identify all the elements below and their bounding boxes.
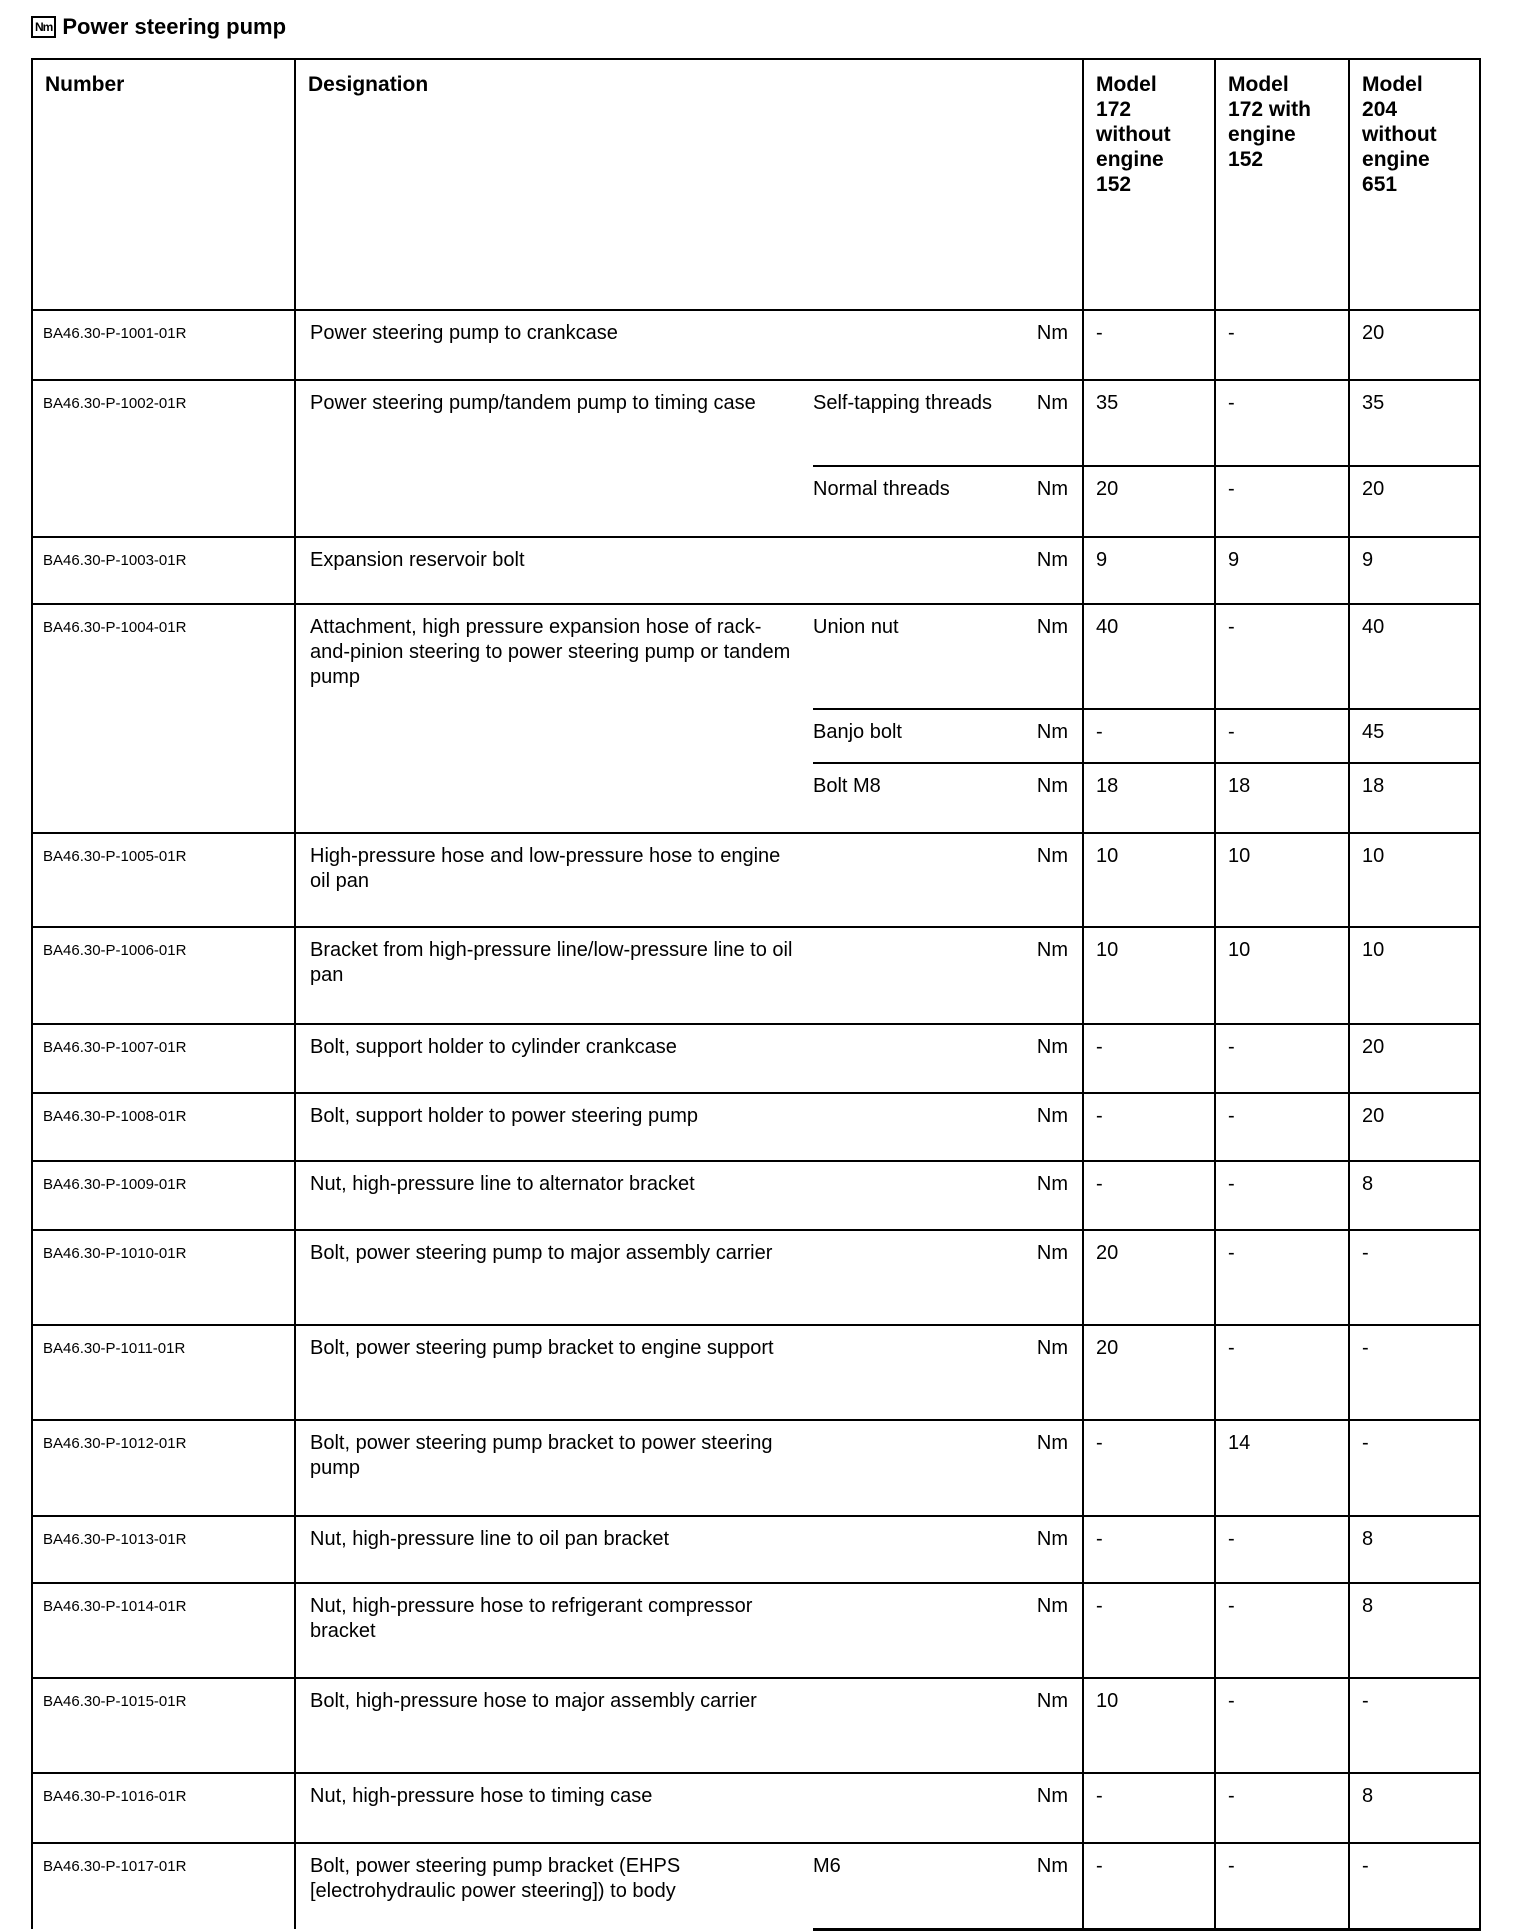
row-number: BA46.30-P-1003-01R — [32, 537, 295, 604]
row-value-model-3: 8 — [1349, 1161, 1480, 1230]
row-value-model-3: 20 — [1349, 310, 1480, 380]
table-row — [32, 1843, 1480, 1929]
row-value-model-1: 18 — [1083, 763, 1215, 833]
row-value-model-2: - — [1215, 1843, 1349, 1929]
row-condition: Bolt M8 — [813, 763, 1031, 833]
row-value-model-2: - — [1215, 1678, 1349, 1773]
section-title-text: Power steering pump — [62, 14, 287, 39]
table-row — [32, 1773, 1480, 1843]
row-number: BA46.30-P-1012-01R — [32, 1420, 295, 1516]
row-unit: Nm — [1031, 380, 1083, 466]
row-value-model-3: 35 — [1349, 380, 1480, 466]
header-model-1-line: 172 without — [1096, 98, 1171, 146]
row-number: BA46.30-P-1010-01R — [32, 1230, 295, 1325]
row-designation: Nut, high-pressure hose to refrigerant compressor bracket — [295, 1583, 813, 1678]
table-row — [32, 1516, 1480, 1583]
row-condition — [813, 1325, 1031, 1420]
row-unit: Nm — [1031, 1230, 1083, 1325]
row-value-model-2: - — [1215, 1093, 1349, 1161]
row-value-model-3: 10 — [1349, 927, 1480, 1024]
table-row — [32, 1420, 1480, 1516]
row-value-model-3: 8 — [1349, 1516, 1480, 1583]
row-value-model-1: - — [1083, 1773, 1215, 1843]
row-value-model-2: - — [1215, 1773, 1349, 1843]
header-model-2-line: 172 with — [1228, 98, 1311, 121]
row-unit: Nm — [1031, 466, 1083, 537]
table-row — [32, 1093, 1480, 1161]
row-value-model-1: - — [1083, 1161, 1215, 1230]
row-designation: Attachment, high pressure expansion hose of rack-and-pinion steering to power steering pump or tandem pump — [295, 604, 813, 833]
row-condition — [813, 1583, 1031, 1678]
row-unit: Nm — [1031, 927, 1083, 1024]
header-model-2-line: Model — [1228, 73, 1289, 96]
row-number: BA46.30-P-1002-01R — [32, 380, 295, 537]
row-number: BA46.30-P-1013-01R — [32, 1516, 295, 1583]
row-condition — [813, 1093, 1031, 1161]
row-condition — [813, 1678, 1031, 1773]
row-value-model-2: - — [1215, 466, 1349, 537]
row-condition — [813, 1420, 1031, 1516]
table-row — [32, 310, 1480, 380]
row-condition — [813, 1773, 1031, 1843]
row-designation: High-pressure hose and low-pressure hose to engine oil pan — [295, 833, 813, 927]
row-value-model-2: - — [1215, 310, 1349, 380]
row-condition — [813, 1516, 1031, 1583]
row-value-model-1: - — [1083, 709, 1215, 763]
table-header-row — [32, 59, 1480, 310]
row-unit: Nm — [1031, 604, 1083, 709]
row-designation: Nut, high-pressure line to alternator bracket — [295, 1161, 813, 1230]
row-condition — [813, 1230, 1031, 1325]
row-unit: Nm — [1031, 1420, 1083, 1516]
table-row — [32, 1024, 1480, 1093]
row-value-model-3: 9 — [1349, 537, 1480, 604]
table-row — [32, 604, 1480, 709]
torque-nm-icon: Nm — [31, 16, 56, 38]
row-value-model-3: 20 — [1349, 466, 1480, 537]
table-row — [32, 1583, 1480, 1678]
row-condition — [813, 310, 1031, 380]
row-value-model-3: 8 — [1349, 1773, 1480, 1843]
row-value-model-3: 20 — [1349, 1093, 1480, 1161]
row-designation: Nut, high-pressure line to oil pan bracket — [295, 1516, 813, 1583]
row-designation: Bracket from high-pressure line/low-pressure line to oil pan — [295, 927, 813, 1024]
row-designation: Nut, high-pressure hose to timing case — [295, 1773, 813, 1843]
row-condition — [813, 1024, 1031, 1093]
row-condition: Union nut — [813, 604, 1031, 709]
row-unit: Nm — [1031, 763, 1083, 833]
row-value-model-2: - — [1215, 1583, 1349, 1678]
row-value-model-2: 9 — [1215, 537, 1349, 604]
row-number: BA46.30-P-1004-01R — [32, 604, 295, 833]
row-unit: Nm — [1031, 709, 1083, 763]
row-condition: Normal threads — [813, 466, 1031, 537]
row-number: BA46.30-P-1005-01R — [32, 833, 295, 927]
table-row — [32, 537, 1480, 604]
row-condition — [813, 1161, 1031, 1230]
row-unit: Nm — [1031, 1093, 1083, 1161]
row-value-model-1: 10 — [1083, 1678, 1215, 1773]
row-designation: Bolt, support holder to power steering pump — [295, 1093, 813, 1161]
row-unit: Nm — [1031, 310, 1083, 380]
row-value-model-1: - — [1083, 1420, 1215, 1516]
row-value-model-2: - — [1215, 709, 1349, 763]
table-row — [32, 1325, 1480, 1420]
row-value-model-2: - — [1215, 1161, 1349, 1230]
header-model-3-line: Model — [1362, 73, 1423, 96]
row-designation: Bolt, power steering pump bracket to power steering pump — [295, 1420, 813, 1516]
row-number: BA46.30-P-1007-01R — [32, 1024, 295, 1093]
row-value-model-1: 20 — [1083, 1230, 1215, 1325]
row-value-model-2: - — [1215, 1325, 1349, 1420]
row-value-model-1: - — [1083, 1843, 1215, 1929]
row-value-model-3: - — [1349, 1230, 1480, 1325]
table-row — [32, 1161, 1480, 1230]
row-value-model-2: - — [1215, 1024, 1349, 1093]
row-value-model-2: - — [1215, 1230, 1349, 1325]
row-value-model-3: - — [1349, 1678, 1480, 1773]
row-number: BA46.30-P-1016-01R — [32, 1773, 295, 1843]
row-number: BA46.30-P-1015-01R — [32, 1678, 295, 1773]
row-value-model-3: - — [1349, 1843, 1480, 1929]
row-value-model-1: - — [1083, 1024, 1215, 1093]
row-number: BA46.30-P-1017-01R — [32, 1843, 295, 1929]
row-value-model-2: - — [1215, 604, 1349, 709]
row-value-model-2: 18 — [1215, 763, 1349, 833]
row-designation: Bolt, power steering pump to major assembly carrier — [295, 1230, 813, 1325]
row-value-model-1: - — [1083, 310, 1215, 380]
torque-table — [31, 58, 1481, 1931]
header-model-2-line: engine 152 — [1228, 123, 1296, 171]
row-number: BA46.30-P-1006-01R — [32, 927, 295, 1024]
row-condition: Banjo bolt — [813, 709, 1031, 763]
row-condition — [813, 927, 1031, 1024]
header-number: Number — [32, 59, 295, 310]
table-row — [32, 833, 1480, 927]
row-value-model-3: 18 — [1349, 763, 1480, 833]
row-condition — [813, 833, 1031, 927]
header-model-3-line: 204 without engine 651 — [1362, 98, 1437, 196]
row-condition: Self-tapping threads — [813, 380, 1031, 466]
row-unit: Nm — [1031, 1516, 1083, 1583]
row-value-model-1: 10 — [1083, 833, 1215, 927]
row-designation: Power steering pump/tandem pump to timing case — [295, 380, 813, 537]
row-number: BA46.30-P-1009-01R — [32, 1161, 295, 1230]
row-condition — [813, 537, 1031, 604]
table-row — [32, 1230, 1480, 1325]
row-unit: Nm — [1031, 1161, 1083, 1230]
row-unit: Nm — [1031, 1325, 1083, 1420]
row-unit: Nm — [1031, 537, 1083, 604]
row-unit: Nm — [1031, 1024, 1083, 1093]
row-value-model-1: 35 — [1083, 380, 1215, 466]
row-unit: Nm — [1031, 833, 1083, 927]
row-value-model-2: 14 — [1215, 1420, 1349, 1516]
row-designation: Expansion reservoir bolt — [295, 537, 813, 604]
header-model-3 — [1349, 59, 1480, 310]
row-value-model-3: - — [1349, 1325, 1480, 1420]
row-value-model-2: - — [1215, 1516, 1349, 1583]
row-value-model-2: - — [1215, 380, 1349, 466]
row-value-model-3: 20 — [1349, 1024, 1480, 1093]
section-title — [31, 14, 286, 40]
row-designation: Bolt, support holder to cylinder crankcase — [295, 1024, 813, 1093]
header-model-1-line: engine 152 — [1096, 148, 1164, 196]
row-designation: Power steering pump to crankcase — [295, 310, 813, 380]
row-value-model-1: - — [1083, 1093, 1215, 1161]
row-value-model-3: - — [1349, 1420, 1480, 1516]
row-unit: Nm — [1031, 1678, 1083, 1773]
row-value-model-3: 8 — [1349, 1583, 1480, 1678]
row-value-model-1: 20 — [1083, 466, 1215, 537]
row-value-model-3: 45 — [1349, 709, 1480, 763]
row-value-model-1: - — [1083, 1583, 1215, 1678]
table-row — [32, 380, 1480, 466]
row-number: BA46.30-P-1014-01R — [32, 1583, 295, 1678]
row-designation: Bolt, high-pressure hose to major assembly carrier — [295, 1678, 813, 1773]
row-value-model-2: 10 — [1215, 927, 1349, 1024]
row-number: BA46.30-P-1001-01R — [32, 310, 295, 380]
table-row — [32, 927, 1480, 1024]
row-value-model-1: - — [1083, 1516, 1215, 1583]
header-model-2 — [1215, 59, 1349, 310]
row-unit: Nm — [1031, 1773, 1083, 1843]
row-value-model-1: 40 — [1083, 604, 1215, 709]
row-value-model-1: 9 — [1083, 537, 1215, 604]
header-designation: Designation — [295, 59, 1083, 310]
row-condition: M6 — [813, 1843, 1031, 1929]
row-unit: Nm — [1031, 1583, 1083, 1678]
row-value-model-3: 10 — [1349, 833, 1480, 927]
table-row — [32, 1678, 1480, 1773]
row-value-model-3: 40 — [1349, 604, 1480, 709]
row-number: BA46.30-P-1011-01R — [32, 1325, 295, 1420]
row-unit: Nm — [1031, 1843, 1083, 1929]
row-value-model-1: 10 — [1083, 927, 1215, 1024]
row-value-model-1: 20 — [1083, 1325, 1215, 1420]
row-designation: Bolt, power steering pump bracket (EHPS [electrohydraulic power steering]) to body — [295, 1843, 813, 1929]
row-value-model-2: 10 — [1215, 833, 1349, 927]
row-number: BA46.30-P-1008-01R — [32, 1093, 295, 1161]
row-designation: Bolt, power steering pump bracket to engine support — [295, 1325, 813, 1420]
header-model-1 — [1083, 59, 1215, 310]
header-model-1-line: Model — [1096, 73, 1157, 96]
